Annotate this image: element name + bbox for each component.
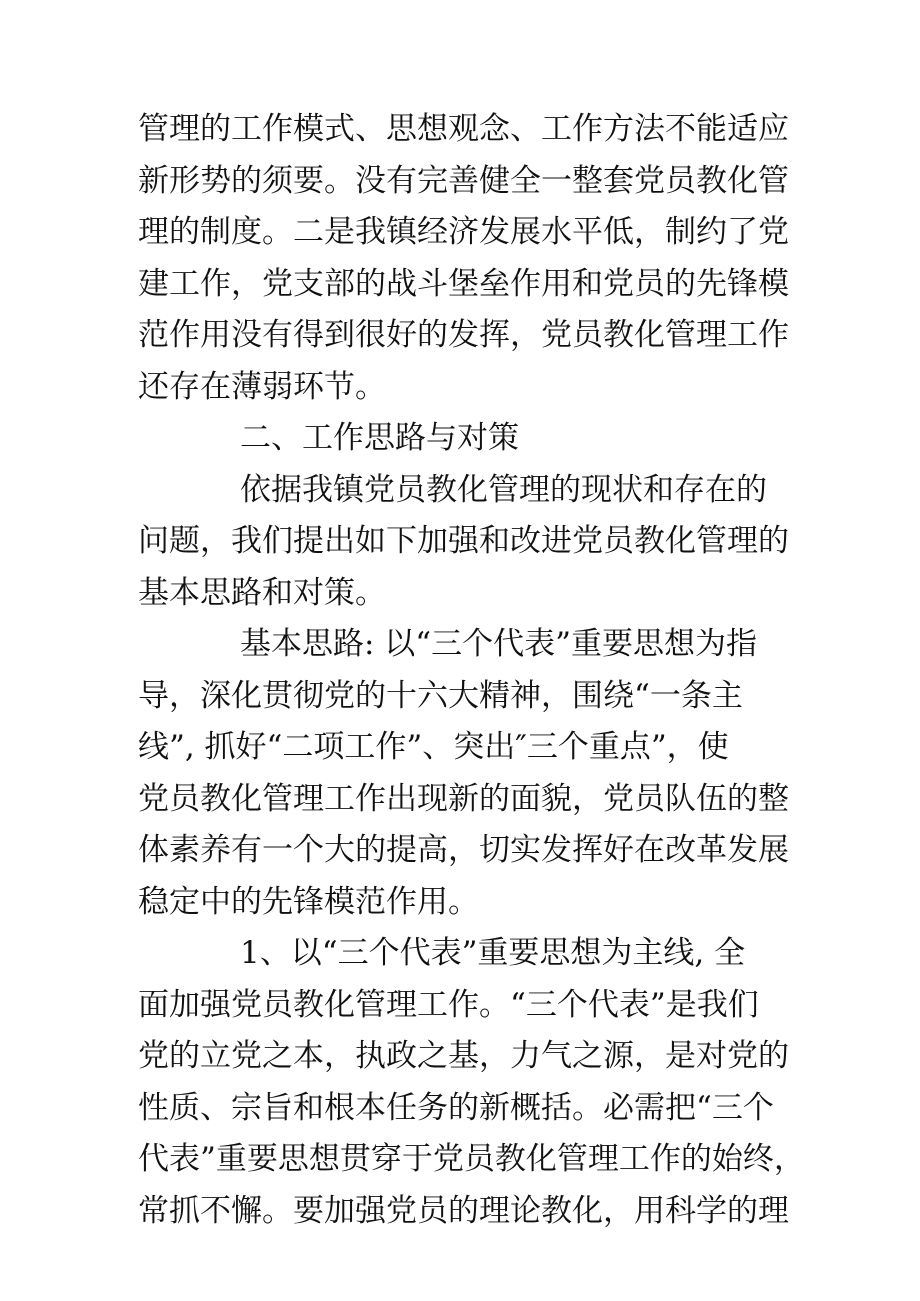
text-line: 稳定中的先锋模范作用。 (138, 883, 479, 920)
text-line: 问题，我们提出如下加强和改进党员教化管理的 (138, 523, 789, 559)
text-line: 线”, 抓好“二项工作”、突出″三个重点”，使 (138, 729, 729, 765)
section-heading (138, 413, 788, 465)
text-line: 新形势的须要。没有完善健全一整套党员教化管 (138, 162, 789, 199)
paragraph-basic-approach (138, 619, 788, 928)
text-line: 建工作，党支部的战斗堡垒作用和党员的先锋模 (138, 265, 789, 302)
text-line: 常抓不懈。要加强党员的理论教化，用科学的理 (138, 1192, 789, 1229)
text-line: 基本思路和对策。 (138, 574, 386, 611)
heading-line: 二、工作思路与对策 (240, 420, 519, 456)
text-line: 面加强党员教化管理工作。“三个代表”是我们 (138, 986, 759, 1023)
text-line: 1、以“三个代表”重要思想为主线, 全 (240, 935, 746, 971)
text-line: 管理的工作模式、思想观念、工作方法不能适应 (138, 111, 789, 147)
text-line: 范作用没有得到很好的发挥，党员教化管理工作 (138, 317, 789, 353)
text-line: 导，深化贯彻党的十六大精神，围绕“一条主 (138, 677, 743, 714)
paragraph-item-one (138, 928, 805, 1237)
text-line: 还存在薄弱环节。 (138, 368, 386, 405)
document-body (138, 104, 805, 1237)
text-line: 党的立党之本，执政之基，力气之源，是对党的 (138, 1038, 789, 1074)
text-line: 基本思路: 以“三个代表”重要思想为指 (240, 626, 757, 662)
text-line: 代表”重要思想贯穿于党员教化管理工作的始终， (138, 1141, 805, 1177)
text-line: 依据我镇党员教化管理的现状和存在的 (240, 471, 767, 508)
text-line: 党员教化管理工作出现新的面貌，党员队伍的整 (138, 780, 789, 817)
text-line: 理的制度。二是我镇经济发展水平低，制约了党 (138, 214, 789, 250)
paragraph-current-problems (138, 104, 788, 413)
paragraph-introduction (138, 465, 788, 620)
text-line: 体素养有一个大的提高，切实发挥好在改革发展 (138, 832, 789, 868)
text-line: 性质、宗旨和根本任务的新概括。必需把“三个 (138, 1089, 774, 1126)
